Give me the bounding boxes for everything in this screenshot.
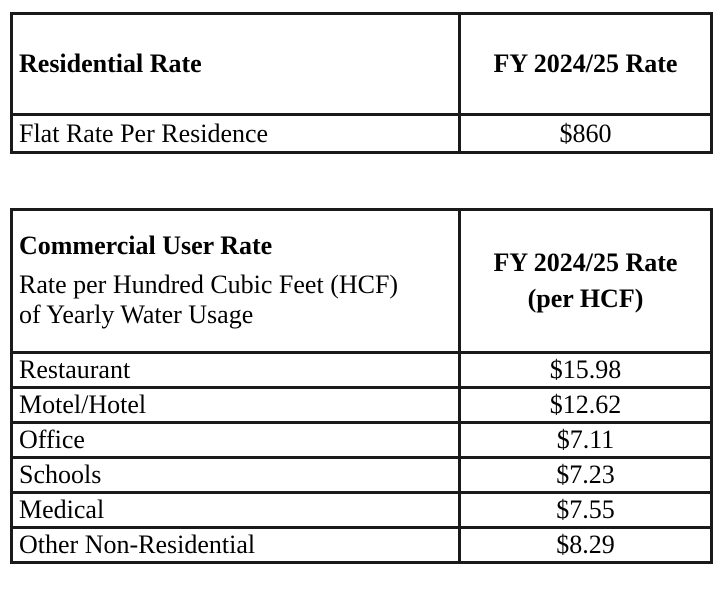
- row-label: Medical: [12, 493, 460, 528]
- table-row: [12, 423, 712, 458]
- table-row: [12, 388, 712, 423]
- table-row: [12, 115, 712, 153]
- row-label: Flat Rate Per Residence: [12, 115, 460, 153]
- row-label: Restaurant: [12, 353, 460, 388]
- row-label: Other Non-Residential: [12, 528, 460, 563]
- residential-header-rate: FY 2024/25 Rate: [460, 14, 712, 115]
- commercial-header-cell: [12, 210, 460, 353]
- table-row: [12, 353, 712, 388]
- row-rate: $12.62: [460, 388, 712, 423]
- row-rate: $860: [460, 115, 712, 153]
- row-label: Office: [12, 423, 460, 458]
- row-label: Schools: [12, 458, 460, 493]
- commercial-header-label: Commercial User Rate: [19, 231, 273, 260]
- table-row: [12, 528, 712, 563]
- commercial-header-sublabel-2: of Yearly Water Usage: [19, 300, 254, 329]
- row-label: Motel/Hotel: [12, 388, 460, 423]
- row-rate: $7.23: [460, 458, 712, 493]
- commercial-header-rate-2: (per HCF): [527, 284, 644, 313]
- table-header-row: [12, 210, 712, 353]
- row-rate: $15.98: [460, 353, 712, 388]
- residential-rate-table: [10, 12, 713, 154]
- table-row: [12, 493, 712, 528]
- commercial-header-rate-1: FY 2024/25 Rate: [493, 248, 678, 277]
- row-rate: $8.29: [460, 528, 712, 563]
- table-row: [12, 458, 712, 493]
- commercial-rate-table: [10, 208, 713, 564]
- commercial-header-rate-cell: [460, 210, 712, 353]
- row-rate: $7.55: [460, 493, 712, 528]
- commercial-header-sublabel-1: Rate per Hundred Cubic Feet (HCF): [19, 270, 399, 299]
- table-header-row: [12, 14, 712, 115]
- row-rate: $7.11: [460, 423, 712, 458]
- residential-header-label: Residential Rate: [12, 14, 460, 115]
